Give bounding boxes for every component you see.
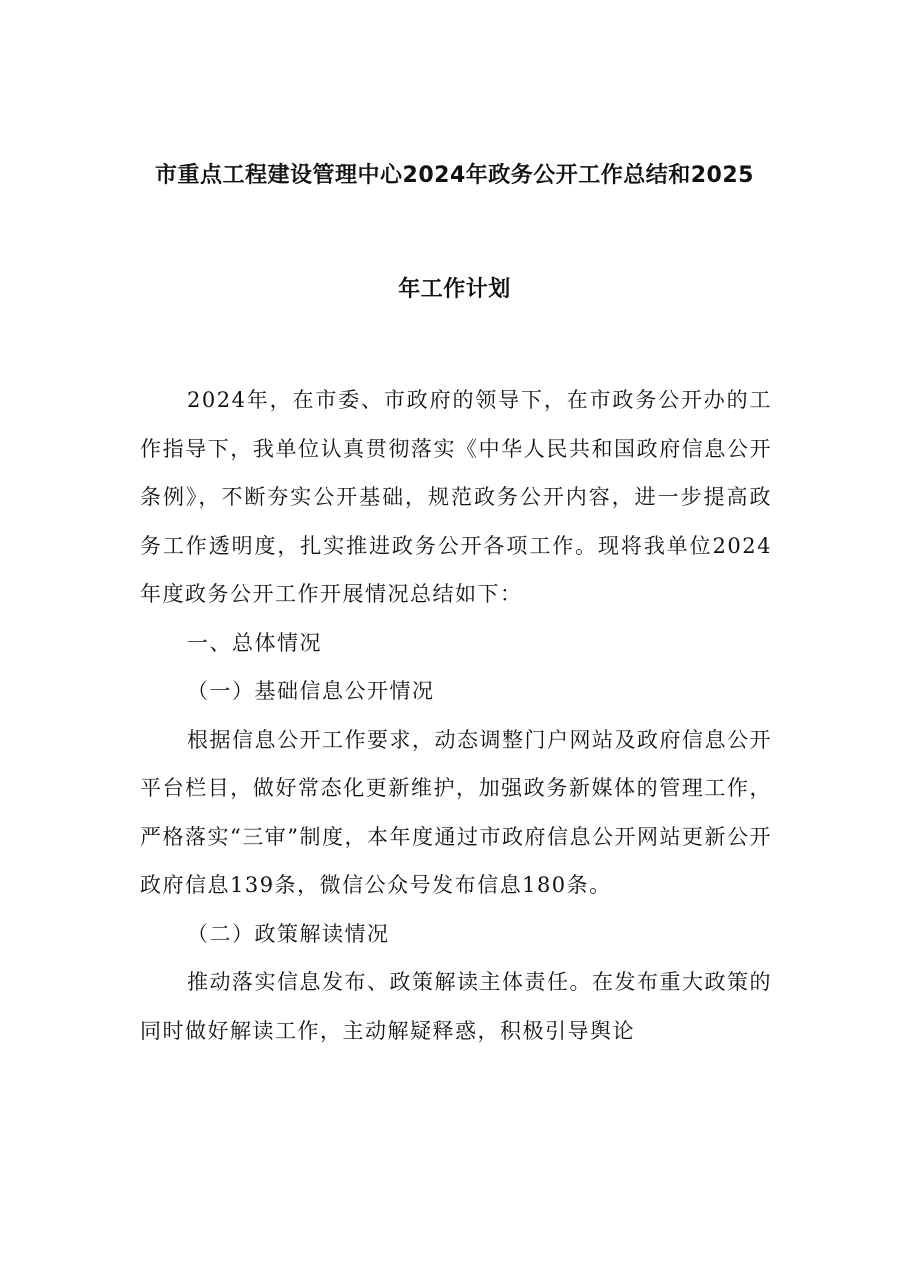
subsection-heading-basic-info: （一）基础信息公开情况 <box>187 679 435 703</box>
basic-info-paragraph: 根据信息公开工作要求，动态调整门户网站及政府信息公开平台栏目，做好常态化更新维护，加强政务新媒体的管理工作，严格落实“三审”制度，本年度通过市政府信息公开网站更新公开政府信息139条，微信公众号发布信息180条。 <box>140 727 772 897</box>
document-title-line-2: 年工作计划 <box>398 277 511 302</box>
document-title-line-1: 市重点工程建设管理中心2024年政务公开工作总结和2025 <box>155 163 754 188</box>
document-body <box>140 376 772 1055</box>
policy-interpretation-paragraph: 推动落实信息发布、政策解读主体责任。在发布重大政策的同时做好解读工作，主动解疑释惑，积极引导舆论 <box>140 970 772 1043</box>
subsection-heading-policy-interpretation: （二）政策解读情况 <box>187 921 390 946</box>
intro-paragraph: 2024年，在市委、市政府的领导下，在市政务公开办的工作指导下，我单位认真贯彻落实《中华人民共和国政府信息公开条例》，不断夯实公开基础，规范政务公开内容，进一步提高政务工作透明度，扎实推进政务公开各项工作。现将我单位2024年度政务公开工作开展情况总结如下： <box>140 388 772 606</box>
section-heading-overall: 一、总体情况 <box>187 630 322 655</box>
